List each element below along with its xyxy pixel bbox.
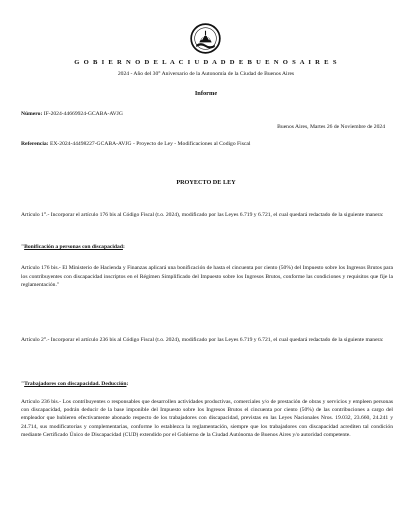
heading-1-colon: : — [122, 244, 125, 250]
document-number — [21, 111, 123, 117]
heading-2-colon: : — [126, 381, 129, 387]
heading-2-open-quote: " — [21, 381, 25, 387]
bill-title: PROYECTO DE LEY — [176, 179, 236, 186]
document-reference — [21, 141, 250, 147]
anniversary-line: 2024 - Año del 30° Aniversario de la Autonomía de la Ciudad de Buenos Aires — [117, 71, 295, 77]
reference-value: EX-2024-44498227-GCABA-AVJG - Proyecto de Ley - Modificaciones al Codigo Fiscal — [49, 141, 251, 147]
article-2: Artículo 2°.- Incorporar el artículo 236 bis al Código Fiscal (t.o. 2024), modificado por las Leyes 6.719 y 6.721, el cual quedará redactado de la siguiente manera: — [21, 337, 384, 343]
city-coat-of-arms-logo — [190, 23, 221, 54]
document-date: Buenos Aires, Martes 26 de Noviembre de 2024 — [277, 124, 385, 130]
number-label: Número: — [21, 111, 43, 117]
article-1: Artículo 1°.- Incorporar el artículo 176 bis al Código Fiscal (t.o. 2024), modificado por las Leyes 6.719 y 6.721, el cual quedará redactado de la siguiente manera: — [21, 212, 384, 218]
heading-disability-bonus — [21, 243, 393, 252]
document-type: Informe — [194, 90, 218, 97]
heading-1-text: Bonificación a personas con discapacidad — [24, 244, 123, 250]
heading-1-open-quote: " — [21, 244, 25, 250]
government-name: G O B I E R N O D E L A C I U D A D D E B U E N O S A I R E S — [74, 59, 338, 66]
number-value: IF-2024-44669924-GCABA-AVJG — [43, 111, 123, 117]
reference-label: Referencia: — [21, 141, 49, 147]
article-176-bis: Artículo 176 bis.- El Ministerio de Hacienda y Finanzas aplicará una bonificación de hasta el cincuenta por ciento (50%) del Impuesto sobre los Ingresos Brutos para los contribuyentes con discapacidad inscriptos en el Régimen Simplificado del Impuesto sobre los Ingresos Brutos, conforme las condiciones y requisitos que fije la reglamentación." — [21, 265, 393, 289]
heading-disabled-workers — [21, 380, 393, 389]
heading-2-text: Trabajadores con discapacidad. Deducción — [24, 381, 127, 387]
article-236-bis: Artículo 236 bis.- Los contribuyentes o responsables que desarrollen actividades productivas, comerciales y/o de prestación de obras y servicios y empleen personas con discapacidad, podrán deducir de la base imponible del Impuesto sobre los Ingresos Brutos el cincuenta por ciento (50%) de las contribuciones a cargo del empleador que hubieren efectivamente abonado respecto de los trabajadores con discapacidad, previstas en las Leyes Nacionales Nros. 19.032, 23.660, 24.241 y 24.714, sus modificatorias y complementarias, conforme lo establezca la reglamentación, siempre que los trabajadores con discapacidad acrediten tal condición mediante Certificado Único de Discapacidad (CUD) extendido por el Gobierno de la Ciudad Autónoma de Buenos Aires y/o autoridad competente. — [21, 399, 393, 438]
